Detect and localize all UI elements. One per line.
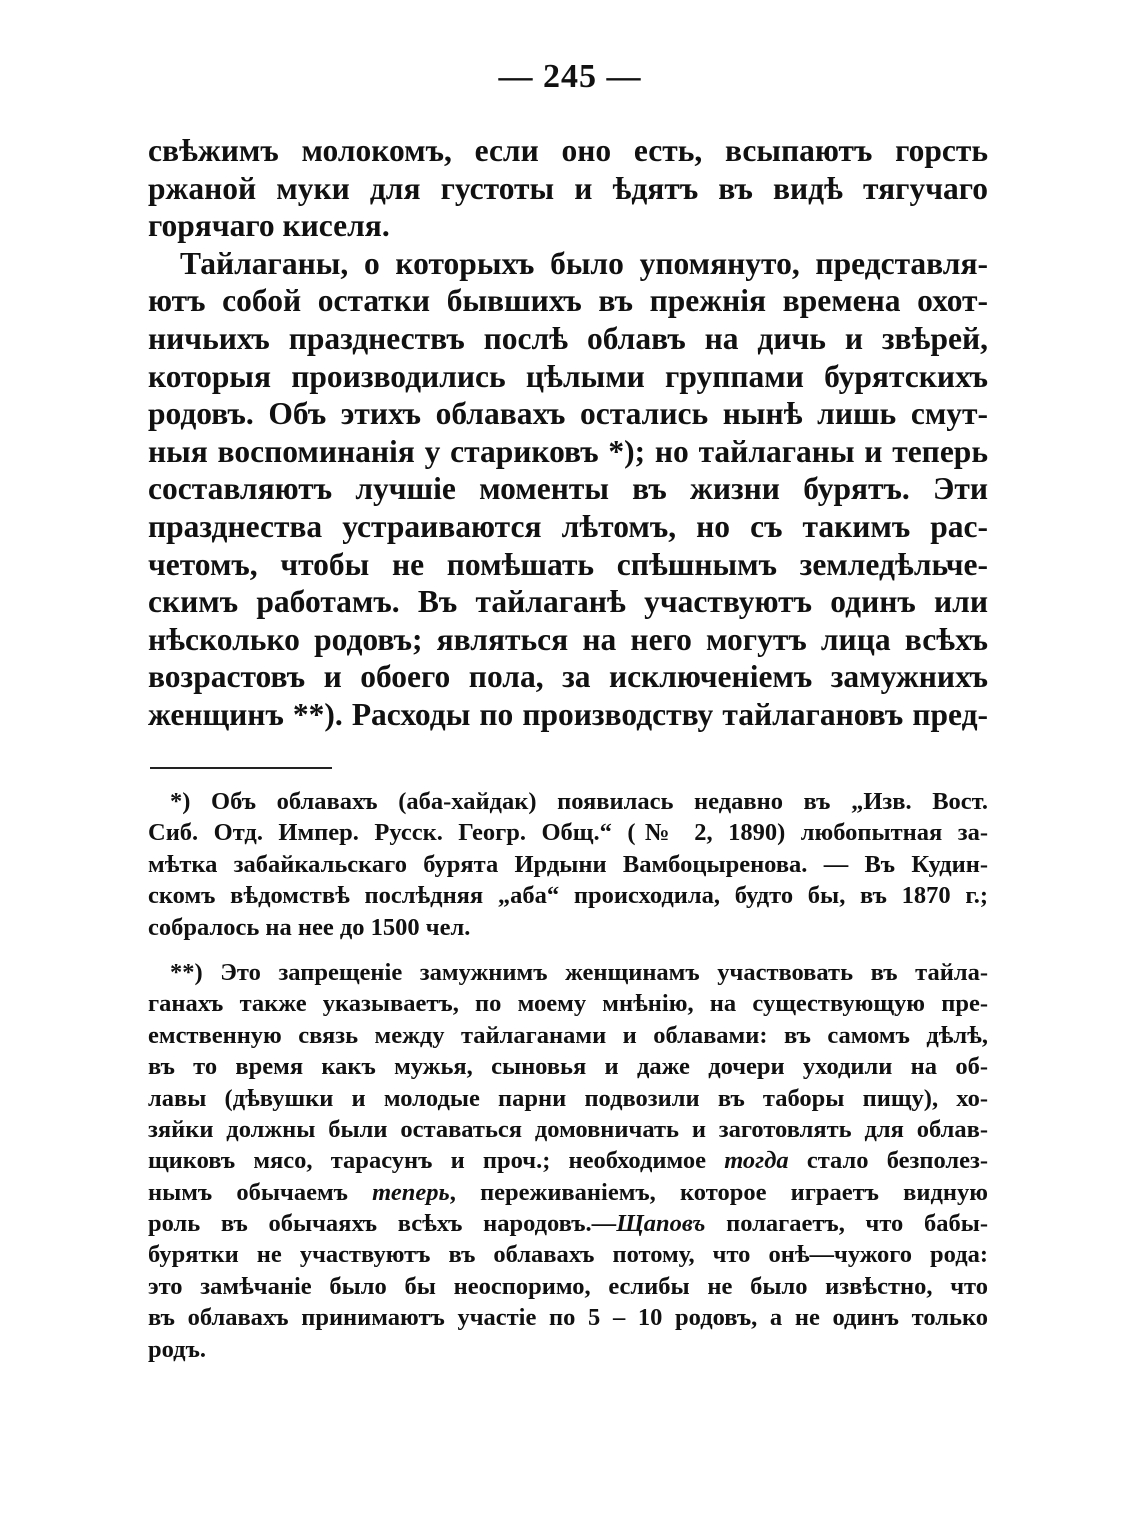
footnote-1 — [148, 786, 988, 943]
text-line: горячаго киселя. — [148, 208, 390, 244]
text-line: ничьихъ празднествъ послѣ облавъ на дичь и звѣрей, — [148, 320, 988, 356]
paragraph-start-line: Тайлаганы, о которыхъ было упомянуто, представля- — [180, 245, 988, 281]
text-line: свѣжимъ молокомъ, если оно есть, всыпаютъ горсть — [148, 133, 988, 168]
footnote-2 — [148, 957, 988, 1365]
text-line: возрастовъ и обоего пола, за исключеніемъ замужнихъ — [148, 659, 988, 695]
footnote-spacer — [148, 943, 988, 957]
text-line: ржаной муки для густоты и ѣдятъ въ видѣ тягучаго — [148, 170, 988, 206]
footnote-line: зяйки должны были оставаться домовничать и заготовлять для облав- — [148, 1115, 988, 1143]
footnote-text: нымъ обычаемъ — [148, 1178, 373, 1206]
text-line: празднества устраиваются лѣтомъ, но съ такимъ рас- — [148, 508, 988, 544]
footnote-italic-word: теперь — [372, 1178, 450, 1206]
main-text-body — [148, 132, 988, 734]
footnote-line: Сиб. Отд. Импер. Русск. Геогр. Общ.“ (№ 2, 1890) любопытная за- — [148, 819, 988, 847]
text-line: нѣсколько родовъ; являться на него могутъ лица всѣхъ — [148, 621, 988, 657]
text-line: которыя производились цѣлыми группами бурятскихъ — [148, 358, 988, 394]
footnote-line — [148, 1177, 988, 1208]
footnote-line: **) Это запрещеніе замужнимъ женщинамъ участвовать въ тайла- — [170, 958, 988, 986]
footnote-text: роль въ обычаяхъ всѣхъ народовъ.— — [148, 1210, 617, 1238]
footnote-text: щиковъ мясо, тарасунъ и проч.; необходимое — [148, 1147, 725, 1175]
text-line: родовъ. Объ этихъ облавахъ остались нынѣ лишь смут- — [148, 396, 988, 432]
footnote-italic-word: тогда — [724, 1147, 789, 1175]
footnote-text: стало безполез- — [788, 1147, 989, 1175]
text-line: ныя воспоминанія у стариковъ *); но тайлаганы и теперь — [148, 433, 988, 469]
footnote-line: въ то время какъ мужья, сыновья и даже дочери уходили на об- — [148, 1053, 988, 1081]
footnote-line: мѣтка забайкальскаго бурята Ирдыни Вамбоцыренова. — Въ Кудин- — [148, 850, 988, 878]
footnotes-section — [148, 786, 988, 1365]
footnote-line — [148, 1145, 988, 1176]
footnote-line: это замѣчаніе было бы неоспоримо, еслибы не было извѣстно, что — [148, 1272, 988, 1300]
footnote-line: емственную связь между тайлаганами и облавами: въ самомъ дѣлѣ, — [148, 1021, 988, 1049]
text-line: составляютъ лучшіе моменты въ жизни бурятъ. Эти — [148, 471, 988, 507]
footnote-text: полагаетъ, что бабы- — [705, 1210, 988, 1238]
text-line: женщинъ **). Расходы по производству тайлагановъ пред- — [148, 696, 988, 732]
page-number: — 245 — — [498, 58, 642, 95]
footnote-text: , переживаніемъ, которое играетъ видную — [449, 1178, 988, 1206]
footnote-line: лавы (дѣвушки и молодые парни подвозили въ таборы пищу), хо- — [148, 1084, 988, 1112]
footnote-divider — [150, 767, 332, 769]
footnote-line — [148, 1208, 988, 1239]
text-line: скимъ работамъ. Въ тайлаганѣ участвуютъ одинъ или — [148, 584, 988, 620]
footnote-line: собралось на нее до 1500 чел. — [148, 913, 471, 941]
footnote-line: *) Объ облавахъ (аба-хайдак) появилась недавно въ „Изв. Вост. — [170, 788, 988, 815]
footnote-italic-author: Щаповъ — [616, 1210, 706, 1238]
text-line: четомъ, чтобы не помѣшать спѣшнымъ земледѣльче- — [148, 546, 988, 582]
footnote-line: бурятки не участвуютъ въ облавахъ потому, что онѣ—чужого рода: — [148, 1241, 988, 1269]
text-line: ютъ собой остатки бывшихъ въ прежнія времена охот- — [148, 283, 988, 319]
footnote-line: родъ. — [148, 1335, 206, 1363]
footnote-line: скомъ вѣдомствѣ послѣдняя „аба“ происходила, будто бы, въ 1870 г.; — [148, 882, 988, 910]
footnote-line: ганахъ также указываетъ, по моему мнѣнію, на существующую пре- — [148, 990, 988, 1018]
footnote-line: въ облавахъ принимаютъ участіе по 5 – 10 родовъ, а не одинъ только — [148, 1304, 988, 1332]
